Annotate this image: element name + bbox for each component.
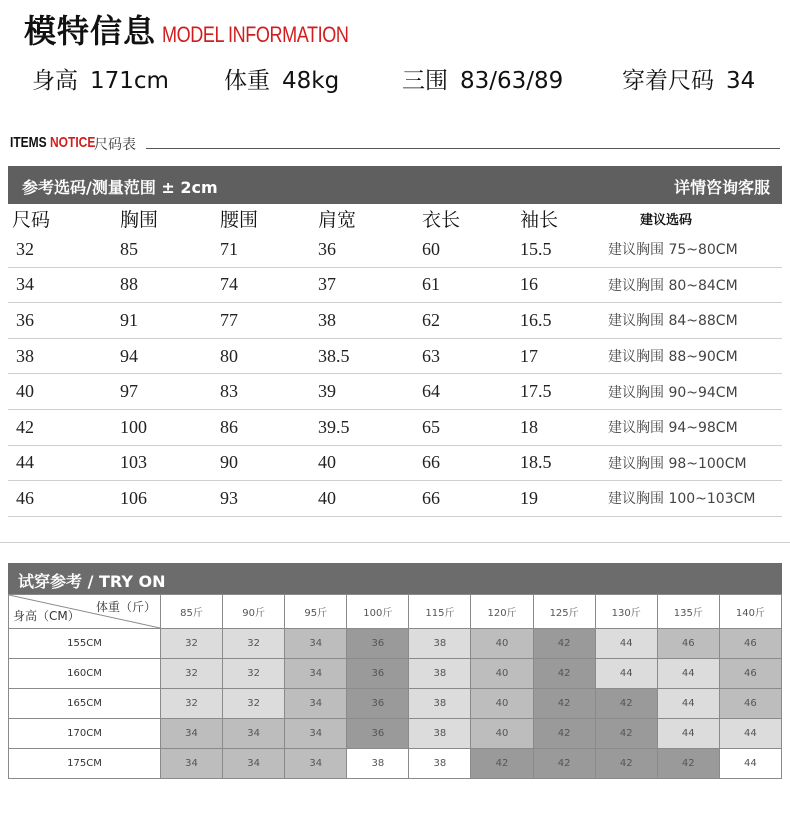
size-recommendation-cell: 36 [347, 659, 409, 689]
recommendation-cell: 建议胸围 80~84CM [608, 277, 738, 294]
recommendation-cell: 建议胸围 98~100CM [608, 455, 747, 472]
size-recommendation-cell: 36 [347, 689, 409, 719]
recommendation-cell: 建议胸围 94~98CM [608, 420, 738, 437]
recommendation-cell: 建议胸围 100~103CM [608, 491, 756, 508]
size-recommendation-cell: 42 [533, 659, 595, 689]
size-cell: 38 [318, 309, 336, 330]
items-notice [10, 132, 780, 158]
stat-label: 身高 [32, 68, 78, 94]
weight-header-cell: 120斤 [471, 595, 533, 629]
size-cell: 62 [422, 309, 440, 330]
size-cell: 44 [16, 452, 34, 473]
size-recommendation-cell: 34 [285, 719, 347, 749]
size-recommendation-cell: 34 [285, 659, 347, 689]
column-header: 衣长 [422, 208, 461, 231]
size-recommendation-cell: 42 [533, 749, 595, 779]
column-header: 尺码 [12, 208, 51, 231]
size-chart-table [8, 204, 782, 517]
size-cell: 66 [422, 487, 440, 508]
size-cell: 16.5 [520, 309, 552, 330]
weight-header-cell: 95斤 [285, 595, 347, 629]
size-cell: 16 [520, 274, 538, 295]
stat-value: 171cm [90, 68, 169, 94]
size-recommendation-cell: 42 [595, 689, 657, 719]
stat-value: 48kg [282, 68, 340, 94]
size-cell: 85 [120, 238, 138, 259]
divider [146, 148, 780, 149]
size-cell: 36 [16, 309, 34, 330]
size-recommendation-cell: 42 [533, 689, 595, 719]
size-cell: 34 [16, 274, 34, 295]
size-recommendation-cell: 34 [161, 749, 223, 779]
size-recommendation-cell: 32 [223, 689, 285, 719]
size-recommendation-cell: 44 [657, 659, 719, 689]
size-chart-header [8, 166, 782, 204]
size-recommendation-cell: 38 [409, 689, 471, 719]
weight-header-cell: 90斤 [223, 595, 285, 629]
size-cell: 100 [120, 416, 147, 437]
size-cell: 63 [422, 345, 440, 366]
recommendation-cell: 建议胸围 75~80CM [608, 242, 738, 259]
size-cell: 39 [318, 381, 336, 402]
size-cell: 42 [16, 416, 34, 437]
size-table-row [8, 374, 782, 410]
contact-service-label: 详情咨询客服 [673, 178, 770, 197]
model-height [32, 62, 169, 95]
size-cell: 94 [120, 345, 138, 366]
size-cell: 37 [318, 274, 336, 295]
weight-axis-label: 体重（斤） [95, 600, 156, 614]
size-recommendation-cell: 42 [595, 749, 657, 779]
size-recommendation-cell: 46 [719, 659, 781, 689]
size-cell: 71 [220, 238, 238, 259]
try-on-row [9, 749, 782, 779]
size-recommendation-cell: 44 [657, 719, 719, 749]
weight-header-cell: 100斤 [347, 595, 409, 629]
model-title-en: MODEL INFORMATION [162, 22, 349, 47]
size-table-row [8, 303, 782, 339]
size-recommendation-cell: 44 [595, 659, 657, 689]
size-recommendation-cell: 36 [347, 719, 409, 749]
size-cell: 61 [422, 274, 440, 295]
size-recommendation-cell: 34 [223, 719, 285, 749]
size-table-row [8, 232, 782, 268]
size-recommendation-cell: 34 [223, 749, 285, 779]
size-cell: 88 [120, 274, 138, 295]
size-recommendation-cell: 42 [533, 629, 595, 659]
size-recommendation-cell: 34 [285, 689, 347, 719]
try-on-row [9, 719, 782, 749]
size-cell: 40 [16, 381, 34, 402]
stat-label: 三围 [402, 68, 448, 94]
stat-value: 34 [726, 68, 756, 94]
size-cell: 91 [120, 309, 138, 330]
weight-header-cell: 140斤 [719, 595, 781, 629]
size-cell: 77 [220, 309, 238, 330]
try-on-header [8, 563, 782, 594]
column-header: 袖长 [520, 208, 559, 231]
size-recommendation-cell: 38 [409, 749, 471, 779]
size-cell: 39.5 [318, 416, 350, 437]
model-stats [0, 62, 790, 96]
weight-header-cell: 130斤 [595, 595, 657, 629]
column-header: 胸围 [120, 208, 159, 231]
size-recommendation-cell: 32 [161, 629, 223, 659]
size-cell: 40 [318, 487, 336, 508]
size-cell: 83 [220, 381, 238, 402]
size-table-label: 尺码表 [94, 137, 136, 153]
items-label: ITEMS [10, 134, 51, 151]
size-cell: 103 [120, 452, 147, 473]
size-cell: 32 [16, 238, 34, 259]
size-cell: 80 [220, 345, 238, 366]
size-cell: 74 [220, 274, 238, 295]
size-table-row [8, 446, 782, 482]
model-info-title [24, 8, 389, 52]
height-label-cell: 170CM [9, 719, 161, 749]
stat-value: 83/63/89 [460, 68, 564, 94]
size-recommendation-cell: 38 [409, 659, 471, 689]
weight-header-cell: 125斤 [533, 595, 595, 629]
column-header: 建议选码 [640, 212, 693, 228]
size-cell: 64 [422, 381, 440, 402]
size-recommendation-cell: 38 [409, 629, 471, 659]
recommendation-cell: 建议胸围 88~90CM [608, 349, 738, 366]
try-on-header-row [9, 595, 782, 629]
size-cell: 17 [520, 345, 538, 366]
size-cell: 46 [16, 487, 34, 508]
size-recommendation-cell: 42 [533, 719, 595, 749]
recommendation-cell: 建议胸围 84~88CM [608, 313, 738, 330]
stat-label: 体重 [224, 68, 270, 94]
size-table-row [8, 410, 782, 446]
notice-label: NOTICE [50, 134, 96, 151]
size-cell: 18 [520, 416, 538, 437]
model-weight [224, 62, 339, 95]
try-on-title: 试穿参考 / TRY ON [18, 572, 166, 591]
recommendation-cell: 建议胸围 90~94CM [608, 384, 738, 401]
size-cell: 97 [120, 381, 138, 402]
size-recommendation-cell: 40 [471, 659, 533, 689]
column-header: 腰围 [220, 208, 259, 231]
size-cell: 19 [520, 487, 538, 508]
height-label-cell: 165CM [9, 689, 161, 719]
size-recommendation-cell: 34 [161, 719, 223, 749]
size-cell: 15.5 [520, 238, 552, 259]
try-on-row [9, 629, 782, 659]
size-table-row [8, 481, 782, 517]
size-recommendation-cell: 32 [161, 689, 223, 719]
size-cell: 93 [220, 487, 238, 508]
size-cell: 36 [318, 238, 336, 259]
weight-header-cell: 115斤 [409, 595, 471, 629]
size-recommendation-cell: 44 [657, 689, 719, 719]
size-table-header-row [8, 204, 782, 232]
model-title-zh: 模特信息 [24, 12, 157, 50]
size-recommendation-cell: 32 [223, 629, 285, 659]
size-recommendation-cell: 34 [285, 749, 347, 779]
size-recommendation-cell: 42 [657, 749, 719, 779]
size-recommendation-cell: 32 [223, 659, 285, 689]
size-recommendation-cell: 42 [471, 749, 533, 779]
model-size-worn [622, 62, 755, 95]
size-cell: 86 [220, 416, 238, 437]
items-notice-en [10, 134, 95, 151]
size-recommendation-cell: 44 [719, 719, 781, 749]
size-recommendation-cell: 38 [409, 719, 471, 749]
column-header: 肩宽 [318, 208, 357, 231]
size-recommendation-cell: 32 [161, 659, 223, 689]
model-measurements [402, 62, 563, 95]
weight-header-cell: 135斤 [657, 595, 719, 629]
size-recommendation-cell: 38 [347, 749, 409, 779]
size-table-row [8, 268, 782, 304]
try-on-row [9, 659, 782, 689]
size-recommendation-cell: 36 [347, 629, 409, 659]
size-chart-title: 参考选码/测量范围 ± 2cm [22, 178, 218, 197]
size-cell: 40 [318, 452, 336, 473]
weight-header-cell: 85斤 [161, 595, 223, 629]
size-cell: 38 [16, 345, 34, 366]
try-on-row [9, 689, 782, 719]
height-label-cell: 155CM [9, 629, 161, 659]
size-recommendation-cell: 46 [719, 689, 781, 719]
size-cell: 17.5 [520, 381, 552, 402]
stat-label: 穿着尺码 [622, 68, 714, 94]
section-divider [0, 542, 790, 543]
size-recommendation-cell: 34 [285, 629, 347, 659]
height-label-cell: 160CM [9, 659, 161, 689]
size-recommendation-cell: 40 [471, 629, 533, 659]
size-recommendation-cell: 44 [595, 629, 657, 659]
size-table-row [8, 339, 782, 375]
try-on-table [8, 594, 782, 779]
size-recommendation-cell: 40 [471, 689, 533, 719]
size-cell: 18.5 [520, 452, 552, 473]
size-cell: 106 [120, 487, 147, 508]
size-recommendation-cell: 46 [719, 629, 781, 659]
size-cell: 60 [422, 238, 440, 259]
size-recommendation-cell: 46 [657, 629, 719, 659]
size-recommendation-cell: 40 [471, 719, 533, 749]
size-recommendation-cell: 44 [719, 749, 781, 779]
height-label-cell: 175CM [9, 749, 161, 779]
size-recommendation-cell: 42 [595, 719, 657, 749]
height-axis-label: 身高（CM） [13, 609, 80, 623]
size-cell: 66 [422, 452, 440, 473]
corner-cell [9, 595, 161, 629]
size-cell: 38.5 [318, 345, 350, 366]
size-cell: 65 [422, 416, 440, 437]
size-cell: 90 [220, 452, 238, 473]
